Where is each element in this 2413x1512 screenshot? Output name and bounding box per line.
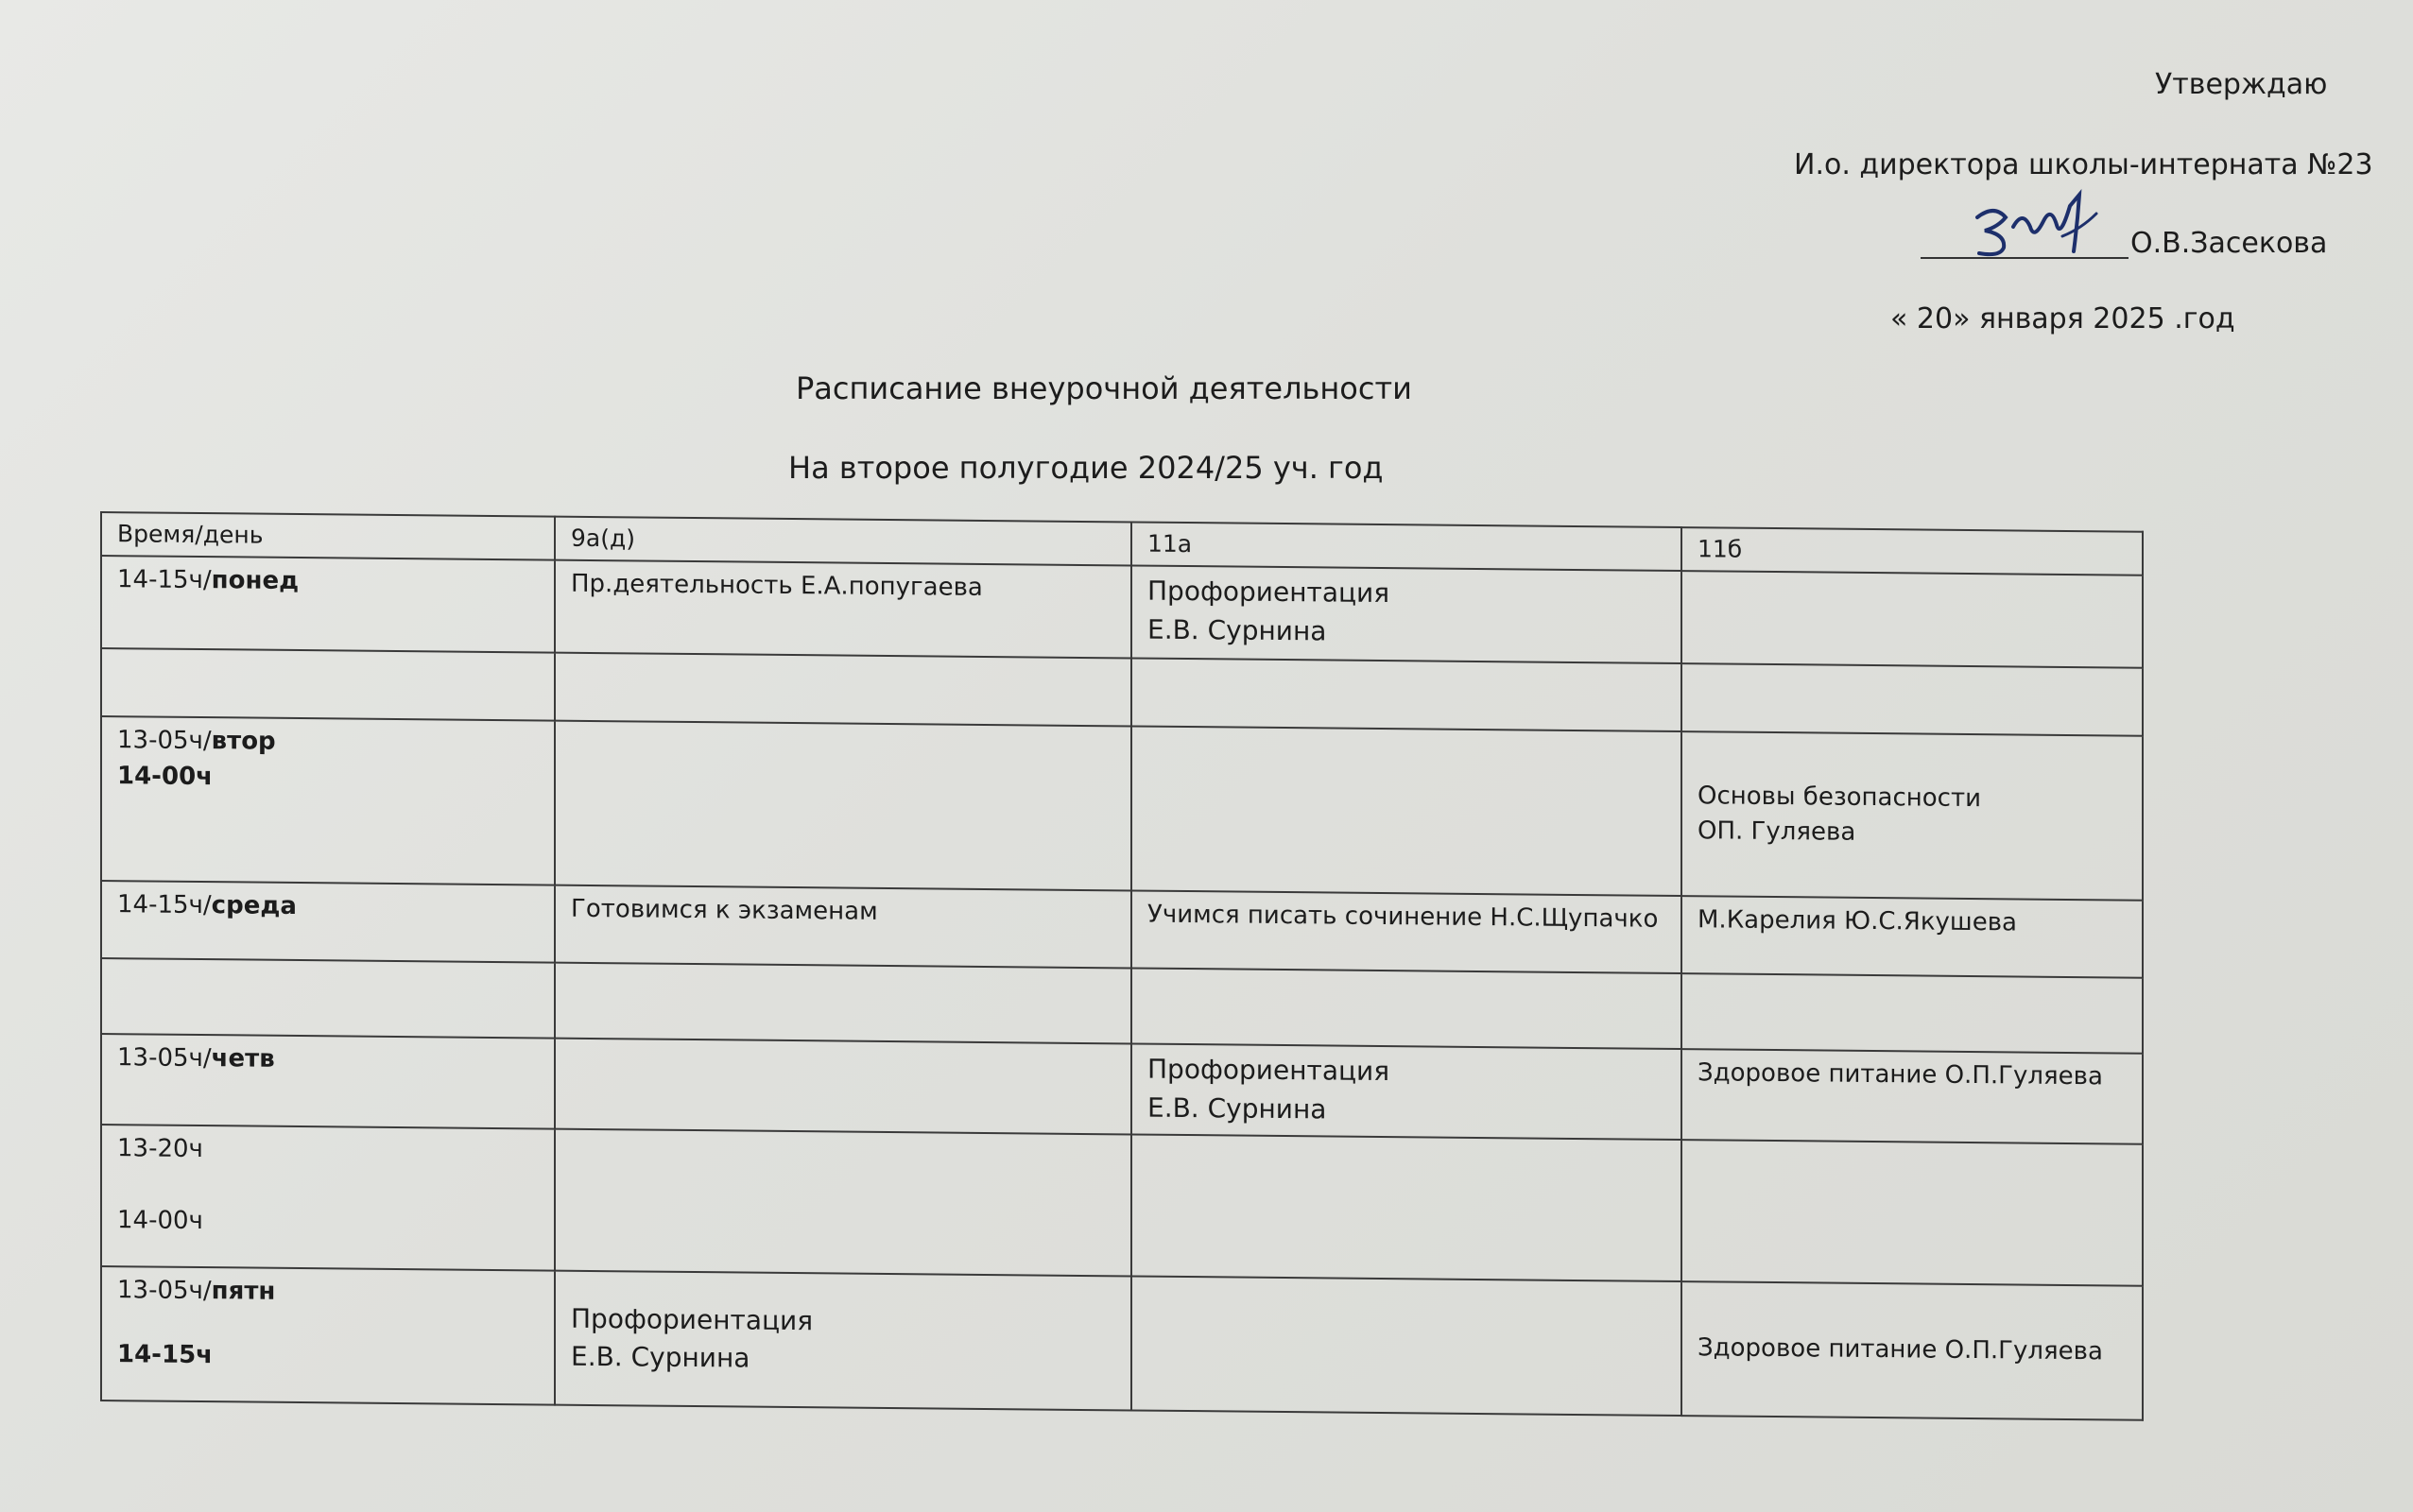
time-cell: 13-05ч/четв	[101, 1034, 555, 1129]
header-time-day: Время/день	[101, 512, 555, 560]
cell-11a: Учимся писать сочинение Н.С.Щупачко	[1131, 891, 1681, 974]
header-11b: 11б	[1681, 527, 2143, 576]
cell-11b	[1681, 1140, 2143, 1286]
cell-9a	[555, 1039, 1131, 1135]
cell-9a: Готовимся к экзаменам	[555, 885, 1131, 969]
cell-11b	[1681, 571, 2143, 668]
table-row	[101, 716, 2143, 901]
approve-label: Утверждаю	[2155, 68, 2328, 101]
schedule-table	[100, 511, 2144, 1421]
cell-9a	[555, 653, 1131, 727]
cell-11b: Основы безопасности ОП. Гуляева	[1681, 731, 2143, 901]
cell-9a	[555, 1129, 1131, 1277]
cell-11a	[1131, 1277, 1681, 1417]
cell-11a	[1131, 1135, 1681, 1282]
cell-11a: Профориентация Е.В. Сурнина	[1131, 1044, 1681, 1141]
time-cell	[101, 958, 555, 1039]
cell-11a	[1131, 659, 1681, 732]
director-position: И.о. директора школы-интерната №23	[1794, 148, 2373, 181]
cell-9a	[555, 721, 1131, 891]
table-row	[101, 1266, 2143, 1420]
cell-11b: Здоровое питание О.П.Гуляева	[1681, 1281, 2143, 1420]
signature-name: О.В.Засекова	[2130, 227, 2328, 260]
cell-11b	[1681, 973, 2143, 1054]
time-cell: 13-20ч 14-00ч	[101, 1125, 555, 1271]
cell-9a: Профориентация Е.В. Сурнина	[555, 1271, 1131, 1411]
cell-9a	[555, 963, 1131, 1044]
time-cell: 13-05ч/втор 14-00ч	[101, 716, 555, 885]
approval-block	[0, 0, 2413, 359]
page-subtitle: На второе полугодие 2024/25 уч. год	[788, 450, 1384, 486]
signature	[1921, 189, 2129, 259]
time-cell: 14-15ч/среда	[101, 881, 555, 963]
cell-11b: М.Карелия Ю.С.Якушева	[1681, 896, 2143, 978]
cell-11a: Профориентация Е.В. Сурнина	[1131, 566, 1681, 664]
cell-9a: Пр.деятельность Е.А.попугаева	[555, 560, 1131, 659]
cell-11a	[1131, 727, 1681, 897]
time-cell: 13-05ч/пятн 14-15ч	[101, 1266, 555, 1405]
cell-11b	[1681, 663, 2143, 736]
cell-11b: Здоровое питание О.П.Гуляева	[1681, 1049, 2143, 1144]
approval-date: « 20» января 2025 .год	[1890, 302, 2235, 335]
cell-11a	[1131, 969, 1681, 1050]
header-11a: 11а	[1131, 522, 1681, 571]
header-9a: 9а(д)	[555, 517, 1131, 566]
page-title: Расписание внеурочной деятельности	[796, 370, 1412, 406]
signature-mark	[1939, 189, 2110, 259]
time-cell	[101, 648, 555, 721]
table-row	[101, 1125, 2143, 1286]
time-cell: 14-15ч/понед	[101, 556, 555, 653]
